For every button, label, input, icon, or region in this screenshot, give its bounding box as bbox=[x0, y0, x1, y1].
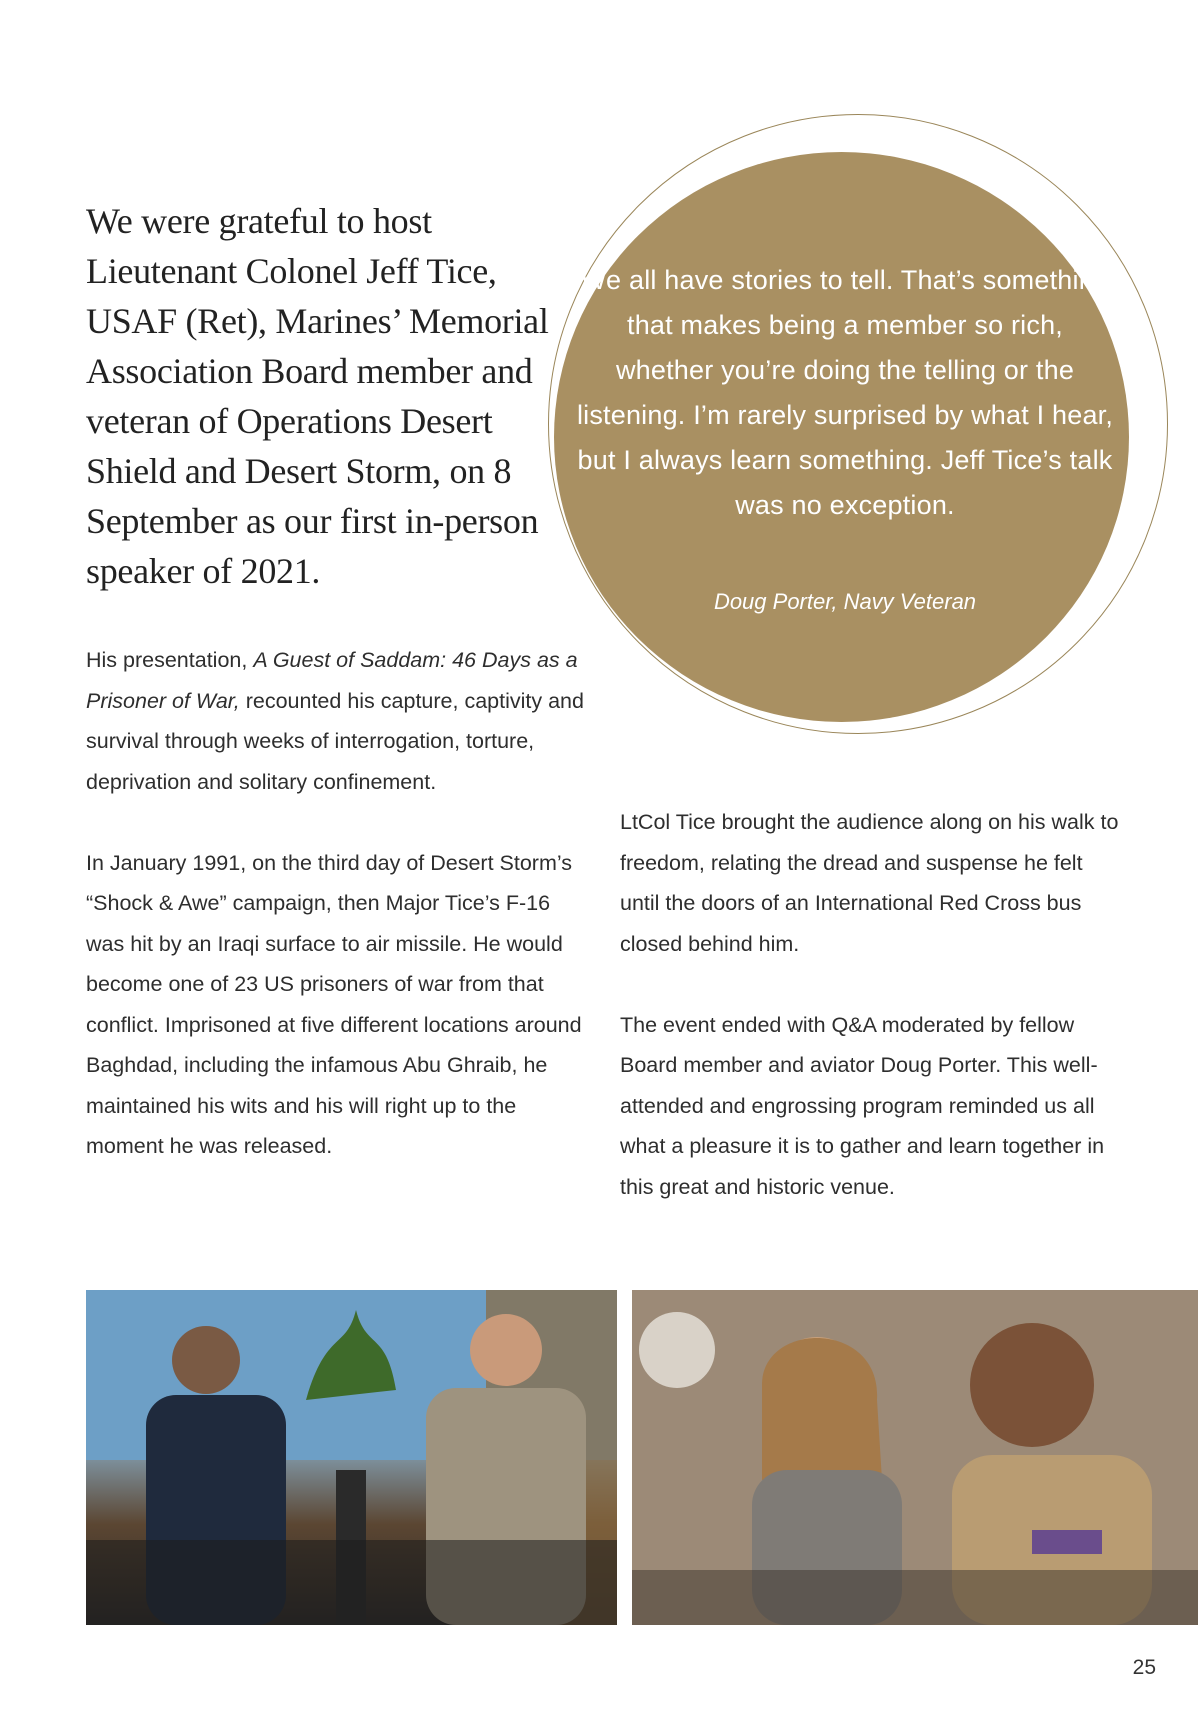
photo-audience-illustration bbox=[632, 1290, 1198, 1625]
right-column bbox=[620, 802, 1120, 1207]
pull-quote-attribution: Doug Porter, Navy Veteran bbox=[713, 589, 977, 614]
right-paragraph-1: LtCol Tice brought the audience along on his walk to freedom, relating the dread and suspense he felt until the doors of an International Red Cross bus closed behind him. bbox=[620, 810, 1119, 956]
photo-speaker-conversation bbox=[86, 1290, 617, 1625]
page-number: 25 bbox=[1132, 1656, 1156, 1679]
presentation-title: A Guest of Saddam: 46 Days as a Prisoner of War, bbox=[86, 648, 578, 713]
photo-speaker-illustration bbox=[86, 1290, 617, 1625]
left-column bbox=[86, 640, 586, 1167]
presentation-intro: His presentation, bbox=[86, 648, 254, 672]
photo-audience-members bbox=[632, 1290, 1198, 1625]
left-paragraph-2: In January 1991, on the third day of Desert Storm’s “Shock & Awe” campaign, then Major Tice’s F-16 was hit by an Iraqi surface to air missile. He would become one of 23 US prisoners of war from that conflict. Imprisoned at five different locations around Baghdad, including the infamous Abu Ghraib, he maintained his wits and his will right up to the moment he was released. bbox=[86, 850, 582, 1158]
presentation-summary: recounted his capture, captivity and survival through weeks of interrogation, torture, deprivation and solitary confinement. bbox=[86, 688, 584, 794]
left-paragraph-1 bbox=[86, 640, 586, 802]
lead-paragraph: We were grateful to host Lieutenant Colonel Jeff Tice, USAF (Ret), Marines’ Memorial Association Board member and veteran of Operations Desert Shield and Desert Storm, on 8 September as our first in-person speaker of 2021. bbox=[86, 201, 549, 591]
right-paragraph-2: The event ended with Q&A moderated by fellow Board member and aviator Doug Porter. This well-attended and engrossing program reminded us all what a pleasure it is to gather and learn together in this great and historic venue. bbox=[620, 1012, 1105, 1199]
pull-quote-text: We all have stories to tell. That’s something that makes being a member so rich, whether you’re doing the telling or the listening. I’m rarely surprised by what I hear, but I always learn something. Jeff Tice’s talk was no exception. bbox=[576, 265, 1114, 520]
